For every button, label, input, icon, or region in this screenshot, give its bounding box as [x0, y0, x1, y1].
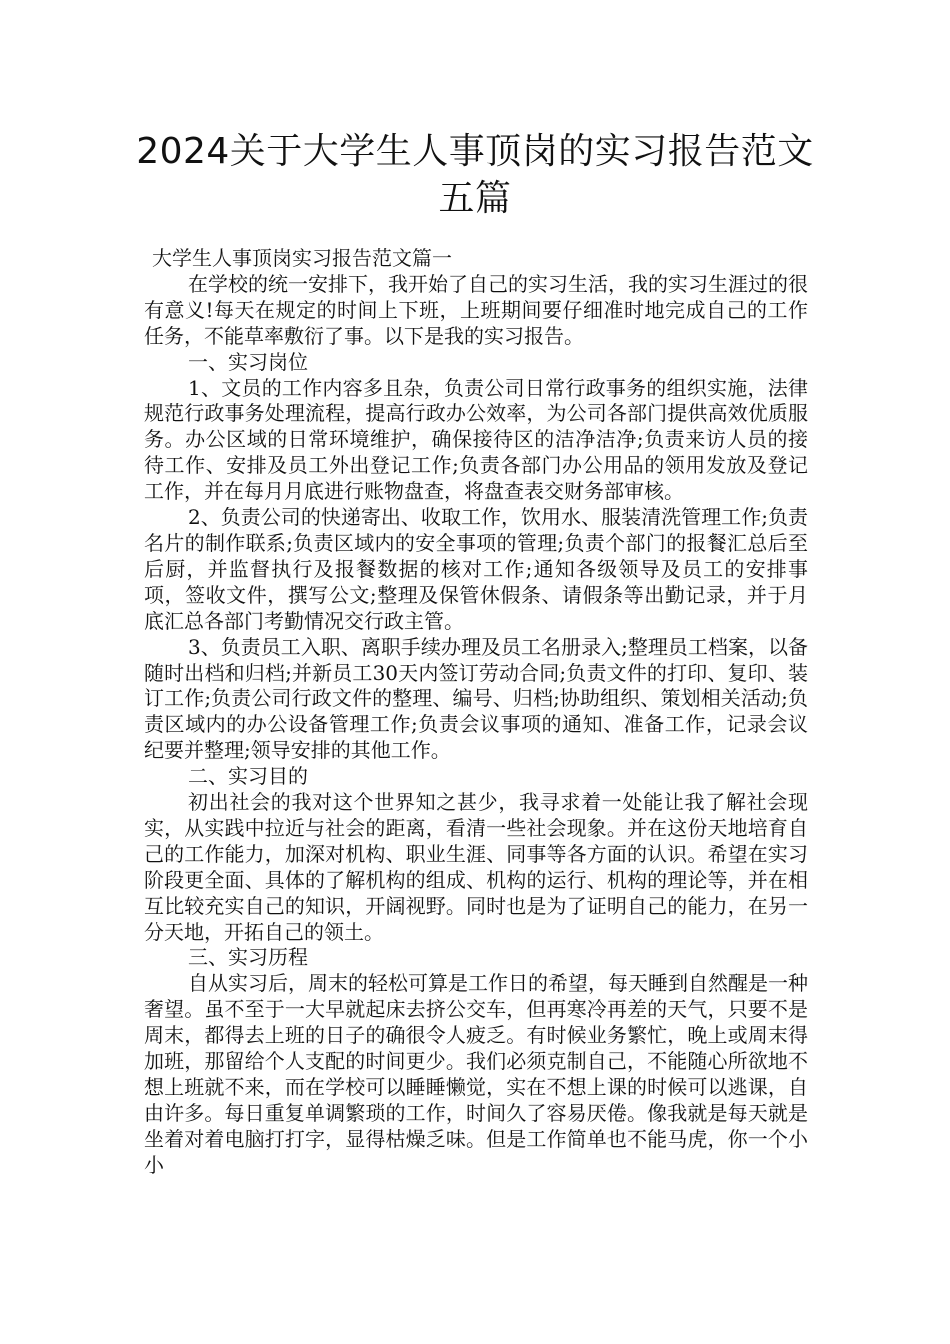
body-paragraph-purpose: 初出社会的我对这个世界知之甚少，我寻求着一处能让我了解社会现实，从实践中拉近与社会的距离，看清一些社会现象。并在这份天地培育自己的工作能力，加深对机构、职业生涯、同事等各方面的认识。希望在实习阶段更全面、具体的了解机构的组成、机构的运行、机构的理论等，并在相互比较充实自己的知识，开阔视野。同时也是为了证明自己的能力，在另一分天地，开拓自己的领土。 — [144, 790, 808, 944]
body-paragraph-duty-3: 3、负责员工入职、离职手续办理及员工名册录入;整理员工档案，以备随时出档和归档;并新员工30天内签订劳动合同;负责文件的打印、复印、装订工作;负责公司行政文件的整理、编号、归档;协助组织、策划相关活动;负责区域内的办公设备管理工作;负责会议事项的通知、准备工作，记录会议纪要并整理;领导安排的其他工作。 — [144, 634, 808, 763]
body-paragraph-process: 自从实习后，周末的轻松可算是工作日的希望，每天睡到自然醒是一种奢望。虽不至于一大早就起床去挤公交车，但再寒冷再差的天气，只要不是周末，都得去上班的日子的确很令人疲乏。有时候业务繁忙，晚上或周末得加班，那留给个人支配的时间更少。我们必须克制自己，不能随心所欲地不想上班就不来，而在学校可以睡睡懒觉，实在不想上课的时候可以逃课，自由许多。每日重复单调繁琐的工作，时间久了容易厌倦。像我就是每天就是坐着对着电脑打打字，显得枯燥乏味。但是工作简单也不能马虎，你一个小小 — [144, 971, 808, 1177]
body-paragraph-duty-1: 1、文员的工作内容多且杂，负责公司日常行政事务的组织实施，法律规范行政事务处理流程，提高行政办公效率，为公司各部门提供高效优质服务。办公区域的日常环境维护，确保接待区的洁净洁净;负责来访人员的接待工作、安排及员工外出登记工作;负责各部门办公用品的领用发放及登记工作，并在每月月底进行账物盘查，将盘查表交财务部审核。 — [144, 375, 808, 504]
document-subtitle: 大学生人事顶岗实习报告范文篇一 — [152, 246, 452, 270]
body-paragraph-duty-2: 2、负责公司的快递寄出、收取工作，饮用水、服装清洗管理工作;负责名片的制作联系;负责区域内的安全事项的管理;负责个部门的报餐汇总后至后厨，并监督执行及报餐数据的核对工作;通知各级领导及员工的安排事项，签收文件，撰写公文;整理及保管休假条、请假条等出勤记录，并于月底汇总各部门考勤情况交行政主管。 — [144, 505, 808, 633]
section-heading-internship-process: 三、实习历程 — [188, 945, 308, 970]
section-heading-internship-purpose: 二、实习目的 — [188, 764, 308, 789]
document-title: 2024关于大学生人事顶岗的实习报告范文五篇 — [136, 131, 814, 219]
body-paragraph-intro: 在学校的统一安排下，我开始了自己的实习生活，我的实习生涯过的很有意义!每天在规定的时间上下班，上班期间要仔细准时地完成自己的工作任务，不能草率敷衍了事。以下是我的实习报告。 — [144, 271, 808, 348]
section-heading-internship-position: 一、实习岗位 — [188, 349, 308, 374]
document-body — [144, 246, 808, 1179]
